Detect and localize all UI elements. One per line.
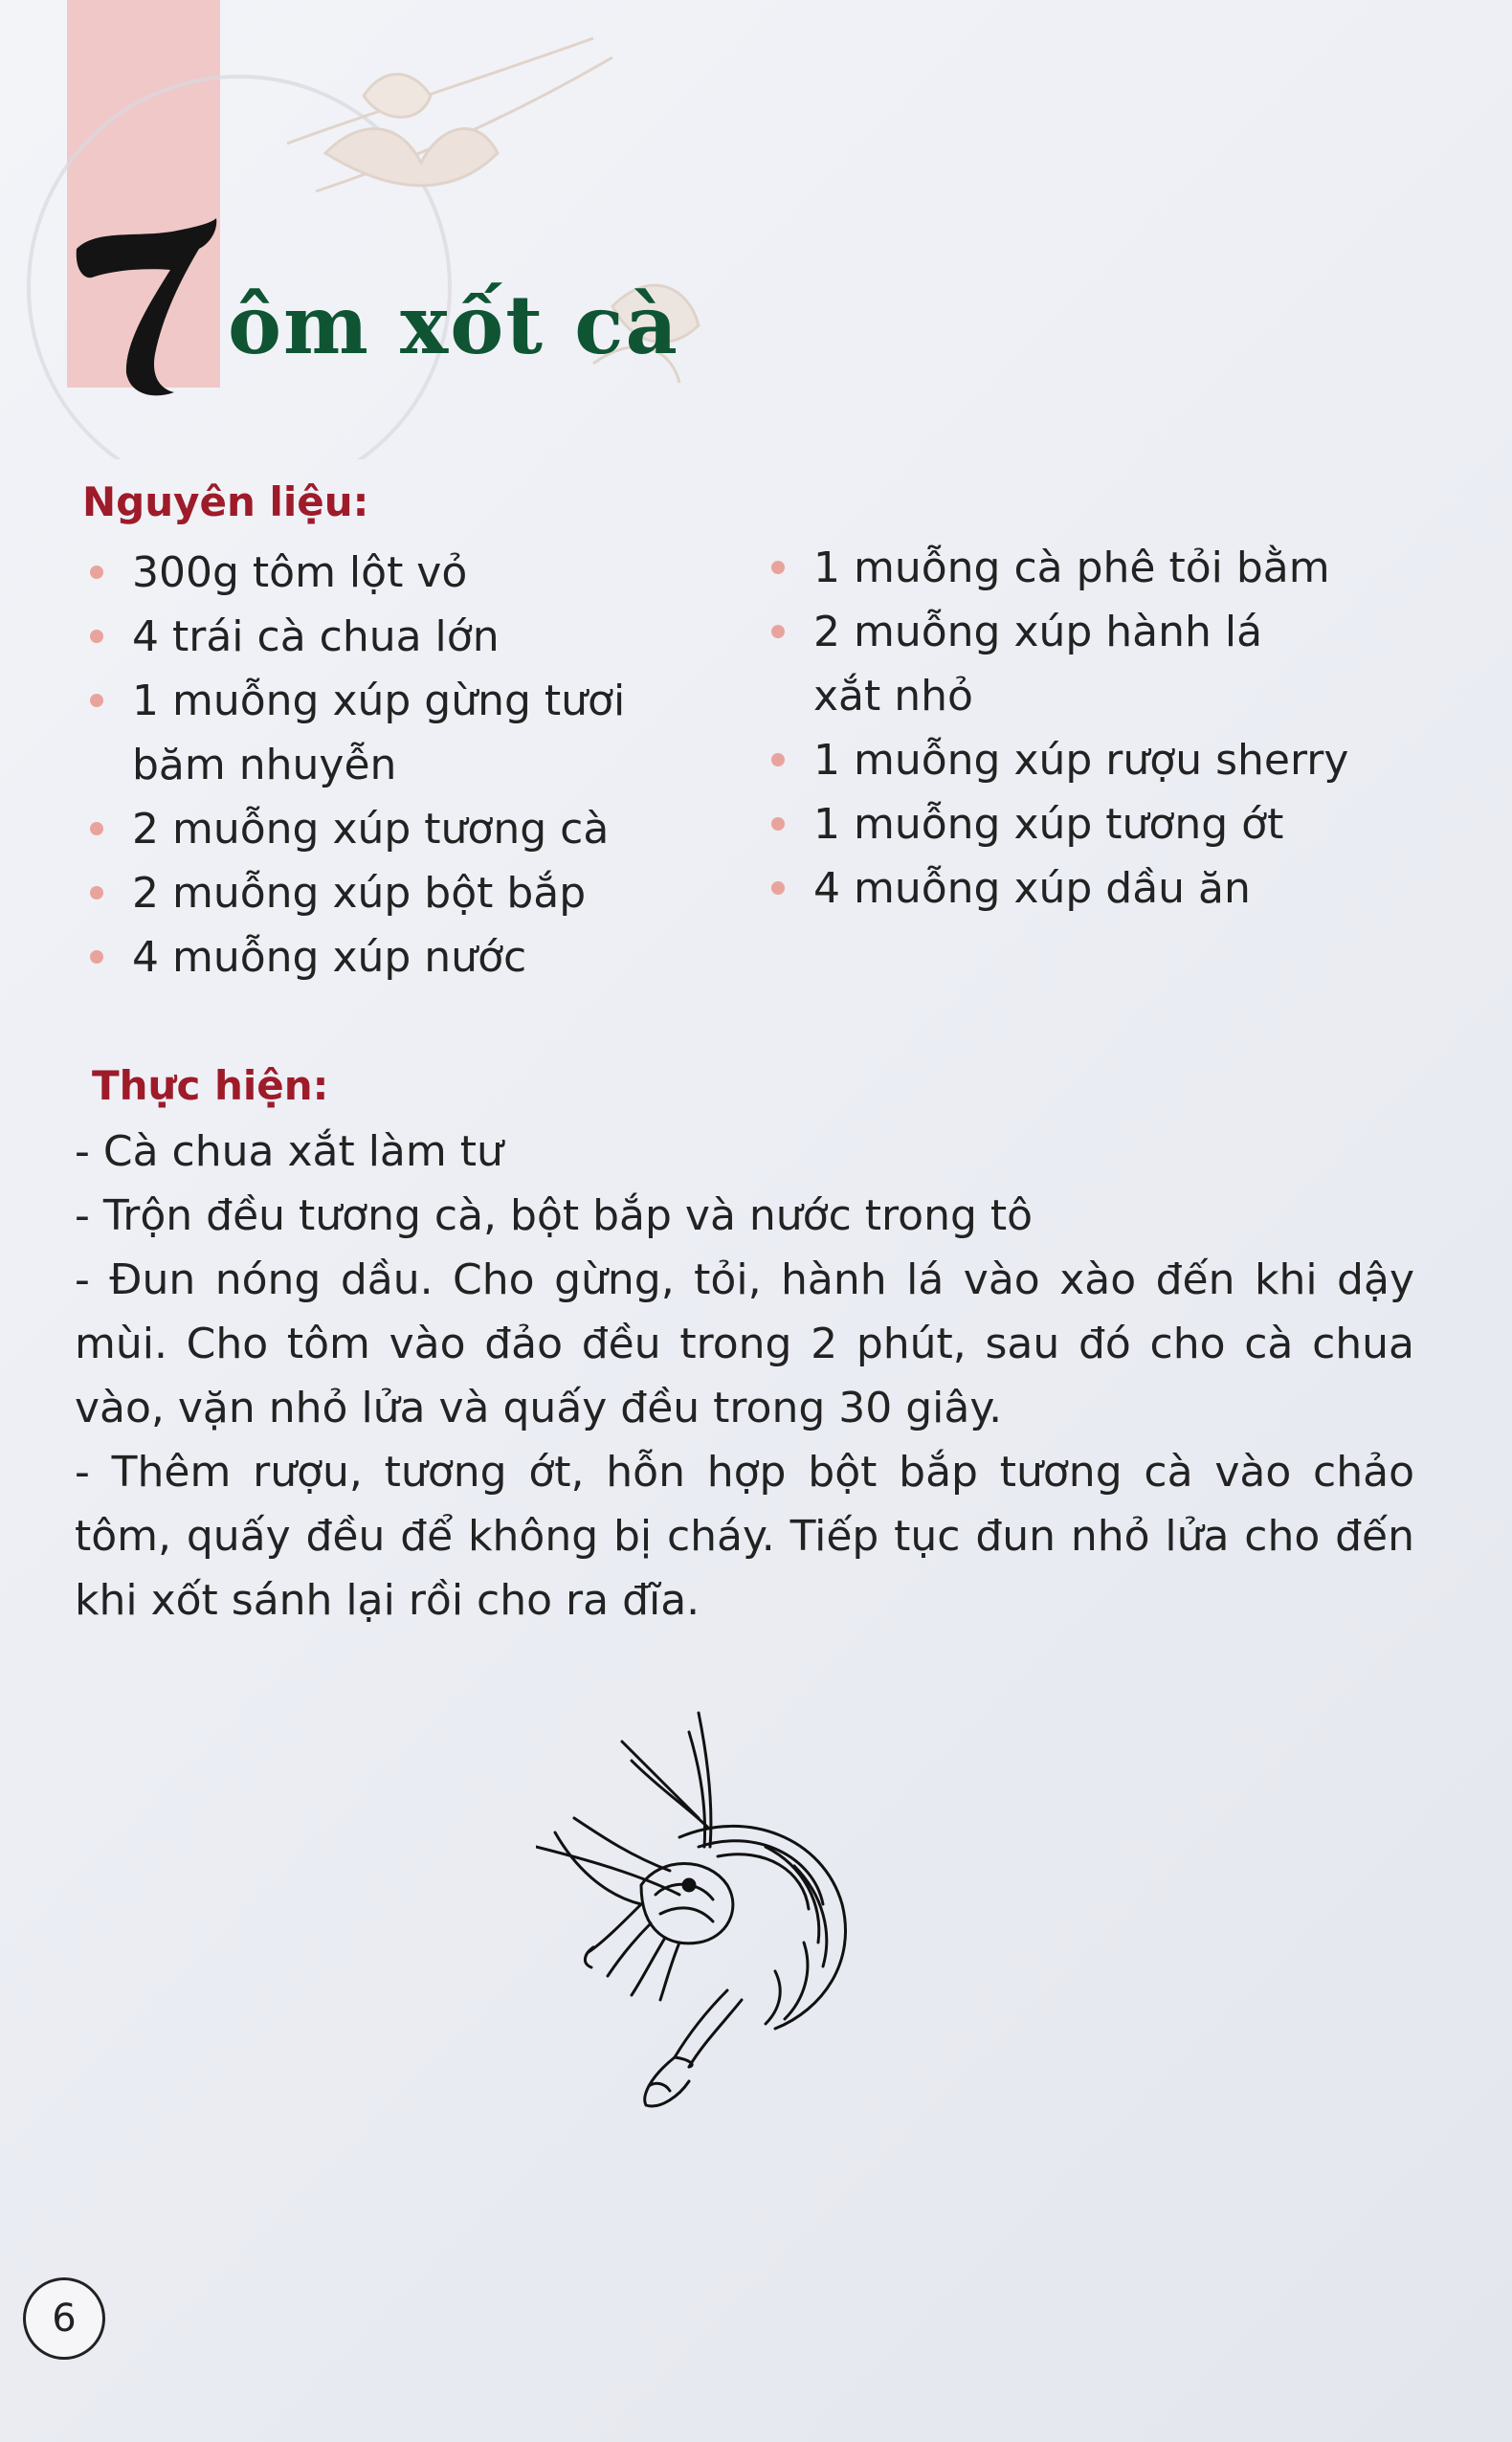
ingredient-item: 1 muỗng xúp rượu sherry	[766, 728, 1416, 792]
ingredient-item-continuation: xắt nhỏ	[813, 672, 973, 721]
ingredients-right-list	[766, 536, 1416, 921]
instruction-step: - Đun nóng dầu. Cho gừng, tỏi, hành lá vào xào đến khi dậy mùi. Cho tôm vào đảo đều trong 2 phút, sau đó cho cà chua vào, vặn nhỏ lửa và quấy đều trong 30 giây.	[75, 1255, 1414, 1432]
instruction-step: - Cà chua xắt làm tư	[75, 1127, 503, 1176]
ingredient-item: 2 muỗng xúp tương cà	[84, 797, 706, 861]
ingredient-item: 2 muỗng xúp hành lá	[766, 600, 1416, 664]
page-number: 6	[23, 2277, 105, 2360]
ingredient-item: 4 trái cà chua lớn	[84, 605, 706, 669]
recipe-title-text: ôm xốt cà	[228, 278, 679, 372]
ingredient-item: 1 muỗng cà phê tỏi bằm	[766, 536, 1416, 600]
ingredients-heading: Nguyên liệu:	[82, 478, 369, 525]
instruction-step: - Thêm rượu, tương ớt, hỗn hợp bột bắp tương cà vào chảo tôm, quấy đều để không bị cháy. Tiếp tục đun nhỏ lửa cho đến khi xốt sánh lại rồi cho ra đĩa.	[75, 1448, 1414, 1625]
instructions-heading: Thực hiện:	[92, 1062, 329, 1109]
ingredients-left-list	[84, 541, 706, 989]
ingredient-item: 2 muỗng xúp bột bắp	[84, 861, 706, 925]
ingredient-item: 1 muỗng xúp tương ớt	[766, 792, 1416, 856]
shrimp-illustration	[536, 1703, 890, 2143]
ingredient-item: 300g tôm lột vỏ	[84, 541, 706, 605]
ingredient-item: 1 muỗng xúp gừng tươi	[84, 669, 706, 733]
ingredient-item-continuation: băm nhuyễn	[132, 741, 397, 789]
ingredient-item: 4 muỗng xúp dầu ăn	[766, 856, 1416, 921]
instructions-steps	[75, 1120, 1414, 1632]
instruction-step: - Trộn đều tương cà, bột bắp và nước trong tô	[75, 1191, 1034, 1240]
title-drop-cap	[67, 211, 220, 402]
ingredient-item: 4 muỗng xúp nước	[84, 925, 706, 989]
